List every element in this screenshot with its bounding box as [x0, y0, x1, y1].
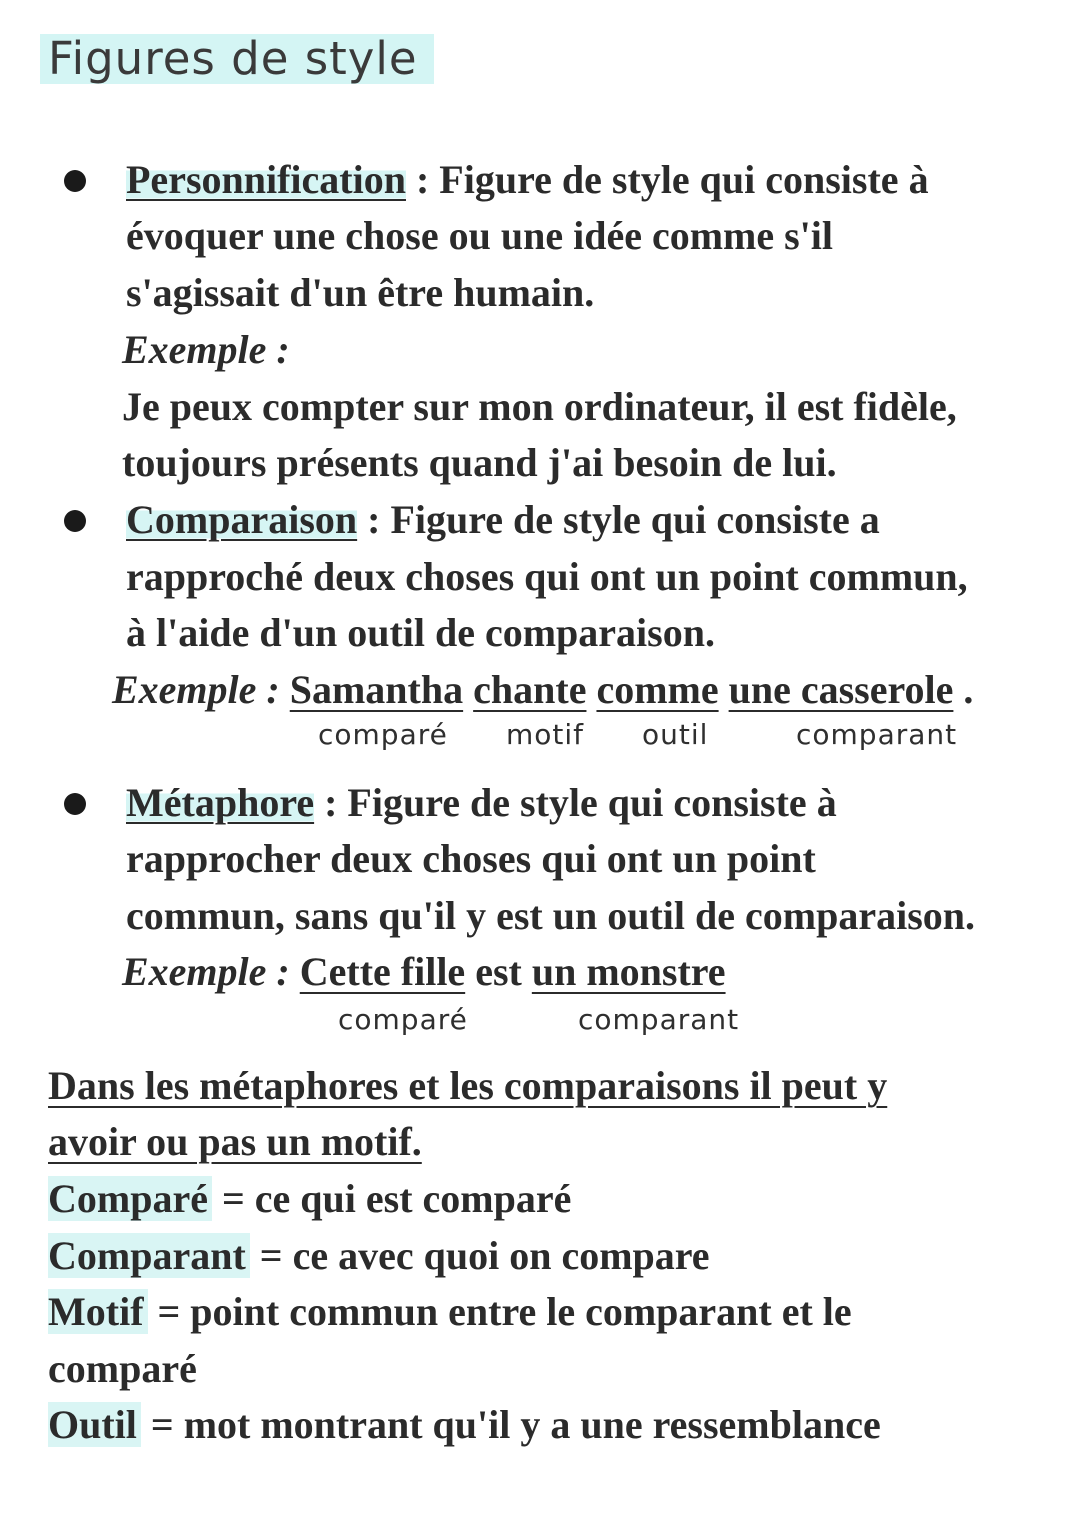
bullet-personnification: [64, 170, 86, 192]
comparaison-def-line3: à l'aide d'un outil de comparaison.: [126, 610, 715, 655]
comparaison-example: [112, 662, 973, 718]
def-text: = ce qui est comparé: [211, 1176, 572, 1221]
metaphore-def-line2: rapprocher deux choses qui ont un point: [126, 836, 816, 881]
personnification-def-line2: évoquer une chose ou une idée comme s'il: [126, 213, 834, 258]
metaphore-example: [122, 944, 726, 1000]
summary-def-compare: [48, 1171, 571, 1227]
def-text: : Figure de style qui consiste à: [314, 780, 837, 825]
page-title: Figures de style: [40, 34, 434, 84]
personnification-example-line1: Je peux compter sur mon ordinateur, il est fidèle,: [122, 384, 957, 429]
personnification-example-line2: toujours présents quand j'ai besoin de lui.: [122, 440, 837, 485]
metaphore-def-line1: [126, 775, 837, 831]
summary-def-comparant: [48, 1228, 710, 1284]
bullet-comparaison: [64, 510, 86, 532]
term-personnification: Personnification: [126, 157, 406, 202]
summary-note-line2: avoir ou pas un motif.: [48, 1119, 422, 1164]
term-metaphore: Métaphore: [126, 780, 315, 825]
annotation-comparant: comparant: [578, 1003, 740, 1036]
annotation-compare: comparé: [338, 1003, 468, 1036]
term-compare: Comparé: [48, 1176, 212, 1221]
summary-def-outil: [48, 1397, 881, 1453]
personnification-def-line1: [126, 152, 929, 208]
def-text: = mot montrant qu'il y a une ressemblance: [140, 1402, 881, 1447]
annotation-outil: outil: [642, 718, 709, 751]
personnification-example-label: Exemple :: [122, 327, 290, 372]
term-comparant: Comparant: [48, 1233, 250, 1278]
example-label: Exemple :: [122, 949, 290, 994]
example-compare: Samantha: [289, 667, 464, 712]
annotation-compare: comparé: [318, 718, 448, 751]
example-compare: Cette fille: [299, 949, 466, 994]
term-comparaison: Comparaison: [126, 497, 358, 542]
summary-def-motif-cont: comparé: [48, 1346, 197, 1391]
summary-def-motif: [48, 1284, 852, 1340]
summary-note-line1: Dans les métaphores et les comparaisons il peut y: [48, 1063, 888, 1108]
example-end: .: [963, 667, 974, 712]
comparaison-def-line1: [126, 492, 880, 548]
annotation-motif: motif: [506, 718, 585, 751]
def-text: : Figure de style qui consiste a: [357, 497, 880, 542]
term-outil: Outil: [48, 1402, 141, 1447]
def-text: = ce avec quoi on compare: [249, 1233, 710, 1278]
example-label: Exemple :: [112, 667, 280, 712]
personnification-def-line3: s'agissait d'un être humain.: [126, 270, 595, 315]
example-motif: chante: [473, 667, 587, 712]
def-text: = point commun entre le comparant et le: [147, 1289, 852, 1334]
def-text: : Figure de style qui consiste à: [405, 157, 929, 202]
comparaison-def-line2: rapproché deux choses qui ont un point commun,: [126, 554, 968, 599]
annotation-comparant: comparant: [796, 718, 958, 751]
example-verb: est: [465, 949, 532, 994]
bullet-metaphore: [64, 793, 86, 815]
metaphore-def-line3: commun, sans qu'il y est un outil de comparaison.: [126, 893, 976, 938]
term-motif: Motif: [48, 1289, 148, 1334]
example-comparant: un monstre: [531, 949, 726, 994]
example-outil: comme: [596, 667, 719, 712]
example-comparant: une casserole: [728, 667, 954, 712]
